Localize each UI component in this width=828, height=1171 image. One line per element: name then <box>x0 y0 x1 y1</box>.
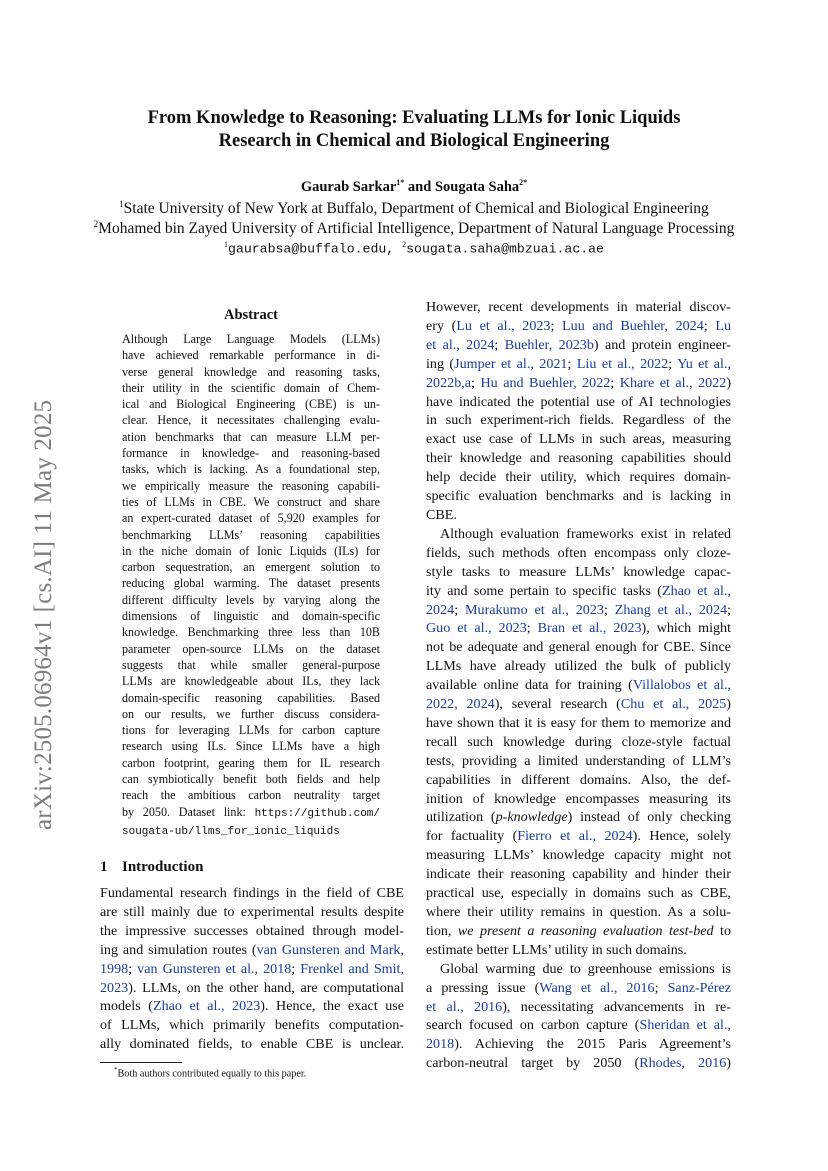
text-line <box>100 997 404 1016</box>
text-line: LLMs have already utilized the bulk of publicly <box>426 658 731 675</box>
citation-link[interactable]: Khare et al., 2022 <box>619 374 727 391</box>
text-span: ). Hence, solely <box>632 828 731 845</box>
text-span: models ( <box>100 998 153 1015</box>
affiliation <box>40 219 788 238</box>
text-line: indicate their reasoning capability and hinder their <box>426 866 731 883</box>
abstract-line: clear. Hence, it necessitates challenging evalu- <box>122 413 380 428</box>
footnote-mark: * <box>114 1066 118 1074</box>
citation-link[interactable]: Chu et al., 2025 <box>620 696 727 713</box>
text-line: their knowledge and reasoning capabilities should <box>426 450 731 467</box>
text-line: CBE. <box>426 506 457 523</box>
text-span: ). Achieving the 2015 Paris Agreement’s <box>454 1036 731 1053</box>
citation-link[interactable]: Bran et al., 2023 <box>537 620 642 637</box>
text-line <box>426 582 731 601</box>
affiliation-number: 2 <box>93 219 99 229</box>
text-span: ), which might <box>641 620 731 637</box>
text-span: utilization ( <box>426 809 496 826</box>
author-emails <box>40 240 788 256</box>
abstract-line: tions for leveraging LLMs for carbon capture <box>122 723 380 738</box>
citation-link[interactable]: et al., 2024 <box>426 336 495 353</box>
abstract-line: tasks, which is lacking. As a foundational step, <box>122 462 380 477</box>
affiliation-text: State University of New York at Buffalo, Department of Chemical and Biological Engineering <box>123 200 709 218</box>
citation-link[interactable]: van Gunsteren and Mark, <box>256 941 404 958</box>
abstract-line: LLMs are knowledgeable about ILs, they lack <box>122 674 380 689</box>
affiliation-number: 1 <box>119 199 124 209</box>
text-span: ) <box>726 696 731 713</box>
text-line: Global warming due to greenhouse emissions is <box>440 960 731 977</box>
text-span: ). Hence, the exact use <box>260 998 404 1015</box>
text-span: ; <box>703 317 716 334</box>
abstract-line: ical and Biological Engineering (CBE) is un- <box>122 397 380 412</box>
citation-link[interactable]: 2022, 2024 <box>426 696 495 713</box>
text-line: of LLMs, which primarily benefits computation- <box>100 1017 404 1034</box>
text-line <box>426 979 731 998</box>
arxiv-identifier: arXiv:2505.06964v1 [cs.AI] 11 May 2025 <box>30 399 57 830</box>
text-line: not be adequate and general enough for CBE. Since <box>426 639 731 656</box>
text-span: for factuality ( <box>426 828 518 845</box>
abstract-line: have achieved remarkable performance in di- <box>122 348 380 363</box>
author-name: Sougata Saha <box>434 178 520 195</box>
citation-link[interactable]: Zhao et al., <box>662 582 731 599</box>
text-line <box>426 336 731 355</box>
text-span: a pressing issue ( <box>426 979 540 996</box>
text-line: measuring LLMs’ knowledge capacity might not <box>426 847 731 864</box>
text-span: ; <box>471 374 481 391</box>
abstract-line: on our results, we further discuss considera- <box>122 706 380 721</box>
text-line <box>426 676 731 695</box>
citation-link[interactable]: 2018 <box>426 1036 455 1053</box>
abstract-line: research using ILs. Since LLMs have a high <box>122 739 380 754</box>
section-title: Introduction <box>122 859 204 875</box>
text-line: have indicated the potential use of AI technologies <box>426 393 731 410</box>
dataset-link[interactable]: sougata-ub/llms_for_ionic_liquids <box>122 825 340 838</box>
text-line <box>426 601 731 620</box>
text-span: ing and simulation routes ( <box>100 941 257 958</box>
email-number: 2 <box>402 240 407 249</box>
abstract-line: their utility in the scientific domain of Chem- <box>122 380 380 395</box>
citation-link[interactable]: Villalobos et al., <box>632 677 731 694</box>
citation-link[interactable]: van Gunsteren et al., 2018 <box>137 960 292 977</box>
text-span: to <box>713 922 731 939</box>
citation-link[interactable]: 2023 <box>100 979 129 996</box>
abstract-line: knowledge. Benchmarking three less than 10B <box>122 625 380 640</box>
citation-link[interactable]: Fierro et al., 2024 <box>517 828 633 845</box>
text-span: ; <box>610 374 620 391</box>
abstract-line: parameter open-source LLMs on the dataset <box>122 641 380 656</box>
text-line: in such experiment-rich fields. Regardless of the <box>426 412 731 429</box>
abstract-line: carbon footprint, gearing them for IL research <box>122 755 380 770</box>
citation-link[interactable]: 1998 <box>100 960 129 977</box>
text-line: help decide their utility, which requires domain- <box>426 469 731 486</box>
emphasis-text: p-knowledge <box>495 809 568 826</box>
abstract-line: ties of LLMs in CBE. We construct and share <box>122 494 380 509</box>
abstract-line: Although Large Language Models (LLMs) <box>122 332 380 346</box>
text-line: style tasks to measure LLMs’ knowledge capac- <box>426 563 731 580</box>
footnote-text: Both authors contributed equally to this paper. <box>117 1068 307 1080</box>
text-span: ) and protein engineer- <box>593 336 731 353</box>
citation-link[interactable]: Frenkel and Smit, <box>300 960 404 977</box>
text-span: ). LLMs, on the other hand, are computational <box>128 979 404 996</box>
abstract-line: dimensions of linguistic and domain-specific <box>122 609 380 624</box>
author-list <box>60 178 768 196</box>
citation-link[interactable]: Zhang et al., 2024 <box>614 601 728 618</box>
text-span: available online data for training ( <box>426 677 633 694</box>
abstract-line: benchmarking LLMs’ reasoning capabilities <box>122 527 380 542</box>
abstract-line: ation benchmarks that can measure LLM per- <box>122 429 380 444</box>
email-number: 1 <box>224 240 229 249</box>
text-span: ity and some pertain to specific tasks ( <box>426 582 663 599</box>
text-line: recall such knowledge during cloze-style factual <box>426 733 731 750</box>
footnote-rule <box>100 1062 182 1063</box>
text-span: ; <box>454 601 466 618</box>
text-line: tests, providing a limited understanding of LLM’s <box>426 752 731 769</box>
text-span: ery ( <box>426 317 457 334</box>
text-span: ; <box>291 960 301 977</box>
affiliation-text: Mohamed bin Zayed University of Artificial Intelligence, Department of Natural Language Processing <box>98 220 735 238</box>
text-span: ; <box>128 960 138 977</box>
text-span: ; <box>668 355 678 372</box>
text-line: where their utility remains in question. As a solu- <box>426 904 731 920</box>
text-line: However, recent developments in material discov- <box>426 299 731 315</box>
intro-left-column <box>100 884 404 1054</box>
citation-link[interactable]: et al., 2016 <box>426 998 503 1015</box>
citation-link[interactable]: Wang et al., 2016 <box>539 979 655 996</box>
text-line <box>100 979 404 998</box>
text-line <box>426 355 731 374</box>
text-span: ; <box>603 601 615 618</box>
citation-link[interactable]: Zhao et al., 2023 <box>152 998 261 1015</box>
text-line: the impressive successes obtained through model- <box>100 922 404 939</box>
text-line <box>426 1054 731 1073</box>
footnote <box>114 1066 306 1079</box>
citation-link[interactable]: Hu and Buehler, 2022 <box>480 374 611 391</box>
text-line <box>426 827 731 846</box>
abstract-body <box>122 331 380 840</box>
email-address[interactable]: gaurabsa@buffalo.edu <box>228 241 387 257</box>
abstract-line: suggests that while smaller general-purpose <box>122 657 380 672</box>
text-span: ), necessitating advancements in re- <box>502 998 731 1015</box>
text-line <box>426 1035 731 1054</box>
abstract-line: can symbiotically benefit both fields and help <box>122 772 380 787</box>
text-line <box>426 1016 731 1035</box>
text-span: carbon-neutral target by 2050 ( <box>426 1055 640 1072</box>
citation-link[interactable]: 2024 <box>426 601 455 618</box>
author-superscript: 1* <box>396 178 405 187</box>
abstract-line <box>122 822 380 840</box>
citation-link[interactable]: Murakumo et al., 2023 <box>465 601 604 618</box>
paper-title <box>90 107 738 153</box>
text-line: inition of knowledge encompasses measuring its <box>426 790 731 807</box>
citation-link[interactable]: Jumper et al., 2021 <box>454 355 568 372</box>
section-heading <box>100 859 203 876</box>
text-line: fields, such methods often encompass only cloze- <box>426 544 731 561</box>
abstract-line: different difficulty levels by varying along the <box>122 592 380 607</box>
text-line: Fundamental research findings in the field of CBE <box>100 885 404 901</box>
citation-link[interactable]: Sanz-Pérez <box>667 979 731 996</box>
abstract-line: in the niche domain of Ionic Liquids (ILs) for <box>122 543 380 558</box>
abstract-line: domain-specific reasoning capabilities. Based <box>122 690 380 705</box>
abstract-line <box>122 804 380 822</box>
citation-link[interactable]: Guo et al., 2023 <box>426 620 527 637</box>
citation-link[interactable]: Lu <box>715 317 731 334</box>
text-span: ) instead of only checking <box>567 809 731 826</box>
citation-link[interactable]: Rhodes, 2016 <box>639 1055 727 1072</box>
text-line <box>100 960 404 979</box>
text-span: search focused on carbon capture ( <box>426 1017 640 1034</box>
text-span: by 2050. Dataset link: <box>122 804 255 819</box>
email-address[interactable]: sougata.saha@mbzuai.ac.ae <box>406 241 604 257</box>
abstract-line: reducing global warming. The dataset presents <box>122 576 380 591</box>
text-span: ) <box>726 1055 731 1072</box>
text-line: ally dominated fields, to enable CBE is unclear. <box>100 1036 404 1053</box>
abstract-line: carbon sequestration, an emergent solution to <box>122 560 380 575</box>
abstract-line: verse general knowledge and reasoning tasks, <box>122 364 380 379</box>
text-line: are still mainly due to experimental results despite <box>100 903 404 920</box>
citation-link[interactable]: 2022b,a <box>426 374 472 391</box>
section-number: 1 <box>100 859 108 875</box>
text-span: ; <box>567 355 577 372</box>
text-span: ), several research ( <box>494 696 621 713</box>
citation-link[interactable]: Liu et al., 2022 <box>576 355 669 372</box>
citation-link[interactable]: Yu et al., <box>677 355 731 372</box>
emphasis-text: we present a reasoning evaluation test-bed <box>457 922 714 939</box>
text-line: exact use case of LLMs in such areas, measuring <box>426 431 731 448</box>
title-line: From Knowledge to Reasoning: Evaluating LLMs for Ionic Liquids <box>147 108 681 128</box>
abstract-line: we empirically measure the reasoning capabili- <box>122 478 380 493</box>
abstract-line: reach the ambitious carbon neutrality target <box>122 788 380 803</box>
text-line <box>100 941 404 960</box>
text-line <box>426 808 731 827</box>
text-span: ; <box>654 979 668 996</box>
abstract-line: an expert-curated dataset of 5,920 examples for <box>122 511 380 526</box>
title-line: Research in Chemical and Biological Engineering <box>218 131 610 151</box>
text-line <box>426 695 731 714</box>
text-span: tion, <box>426 922 458 939</box>
text-span: ; <box>550 317 563 334</box>
text-span: ) <box>726 374 731 391</box>
author-superscript: 2* <box>519 178 528 187</box>
author-name: Gaurab Sarkar <box>300 178 397 195</box>
text-line: have shown that it is easy for them to memorize and <box>426 714 731 731</box>
text-line: specific evaluation benchmarks and is lacking in <box>426 488 731 505</box>
text-line <box>426 922 731 941</box>
text-line: estimate better LLMs’ utility in such domains. <box>426 941 687 958</box>
email-separator: , <box>386 241 403 257</box>
text-line <box>426 317 731 336</box>
text-line <box>426 374 731 393</box>
text-span: ; <box>494 336 505 353</box>
text-line <box>426 998 731 1017</box>
citation-link[interactable]: Sheridan et al., <box>639 1017 731 1034</box>
text-span: ; <box>526 620 538 637</box>
abstract-line: formance in knowledge- and reasoning-based <box>122 446 380 461</box>
citation-link[interactable]: Luu and Buehler, 2024 <box>562 317 704 334</box>
citation-link[interactable]: Buehler, 2023b <box>504 336 594 353</box>
text-line: capabilities in different domains. Also, the def- <box>426 771 731 788</box>
text-line: practical use, especially in domains such as CBE, <box>426 885 731 902</box>
affiliation <box>40 199 788 218</box>
text-span: ; <box>727 601 731 618</box>
text-line <box>426 619 731 638</box>
text-span: ing ( <box>426 355 455 372</box>
intro-right-column <box>426 298 731 1073</box>
author-conjunction: and <box>404 178 435 195</box>
dataset-link[interactable]: https://github.com/ <box>254 807 380 820</box>
abstract-heading: Abstract <box>224 307 278 323</box>
text-line: Although evaluation frameworks exist in related <box>440 525 731 542</box>
citation-link[interactable]: Lu et al., 2023 <box>456 317 551 334</box>
